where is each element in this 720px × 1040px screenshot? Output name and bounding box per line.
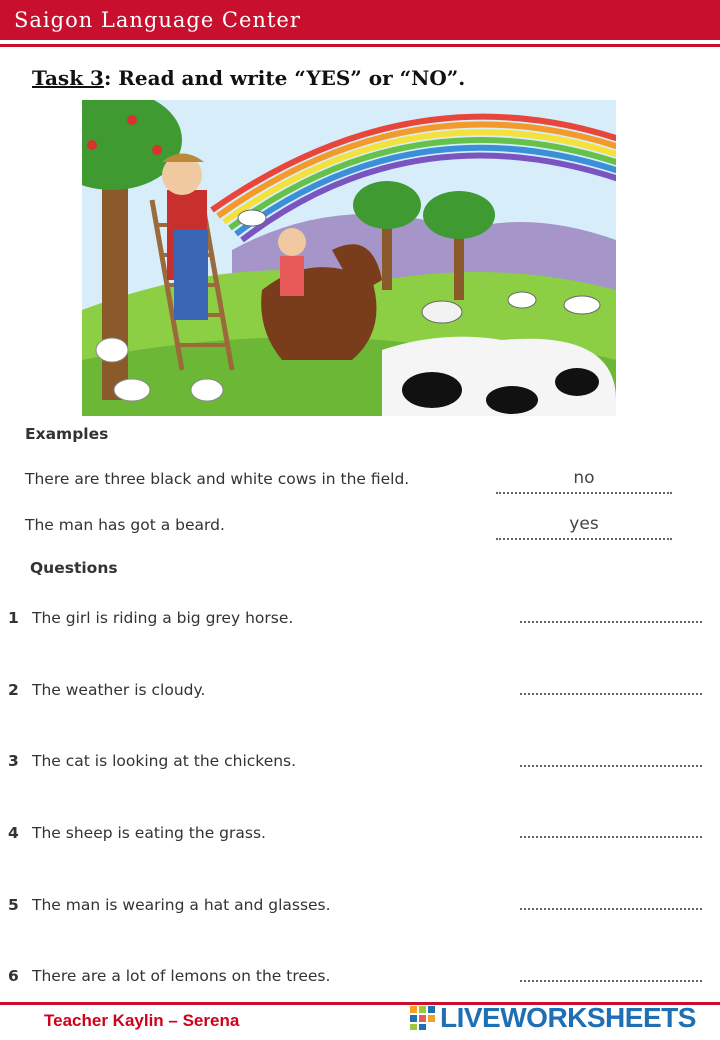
example-2-text: The man has got a beard. (25, 516, 225, 534)
question-5-number: 5 (8, 896, 19, 914)
liveworksheets-logo-text: LIVEWORKSHEETS (440, 1002, 696, 1033)
question-2-answer-field[interactable] (520, 693, 702, 695)
question-3-answer-field[interactable] (520, 765, 702, 767)
question-3-text: The cat is looking at the chickens. (32, 752, 297, 770)
question-4-answer-field[interactable] (520, 836, 702, 838)
example-1-answer-line (496, 492, 672, 494)
example-1-text: There are three black and white cows in the field. (25, 470, 410, 488)
task-title (32, 66, 465, 90)
questions-heading: Questions (30, 559, 118, 577)
question-1-answer-field[interactable] (520, 621, 702, 623)
question-4-text: The sheep is eating the grass. (32, 824, 266, 842)
question-3-number: 3 (8, 752, 19, 770)
question-4-number: 4 (8, 824, 19, 842)
example-1-answer: no (573, 468, 595, 488)
question-5-answer-field[interactable] (520, 908, 702, 910)
task-instruction: : Read and write “YES” or “NO”. (103, 66, 466, 90)
question-2-text: The weather is cloudy. (32, 681, 206, 699)
example-2-answer-line (496, 538, 672, 540)
farm-illustration (82, 100, 616, 416)
teacher-credit: Teacher Kaylin – Serena (44, 1011, 240, 1030)
header-bar (0, 0, 720, 40)
question-1-number: 1 (8, 609, 19, 627)
question-6-answer-field[interactable] (520, 980, 702, 982)
liveworksheets-logo (410, 1002, 710, 1034)
header-divider (0, 44, 720, 47)
examples-heading: Examples (25, 425, 109, 443)
question-5-text: The man is wearing a hat and glasses. (32, 896, 331, 914)
question-1-text: The girl is riding a big grey horse. (32, 609, 294, 627)
question-2-number: 2 (8, 681, 19, 699)
liveworksheets-logo-icon (410, 1006, 436, 1030)
question-6-number: 6 (8, 967, 19, 985)
example-2-answer: yes (569, 514, 599, 534)
question-6-text: There are a lot of lemons on the trees. (32, 967, 331, 985)
farm-scene-image (82, 100, 616, 416)
header-title: Saigon Language Center (14, 8, 301, 32)
task-label: Task 3 (32, 66, 104, 90)
